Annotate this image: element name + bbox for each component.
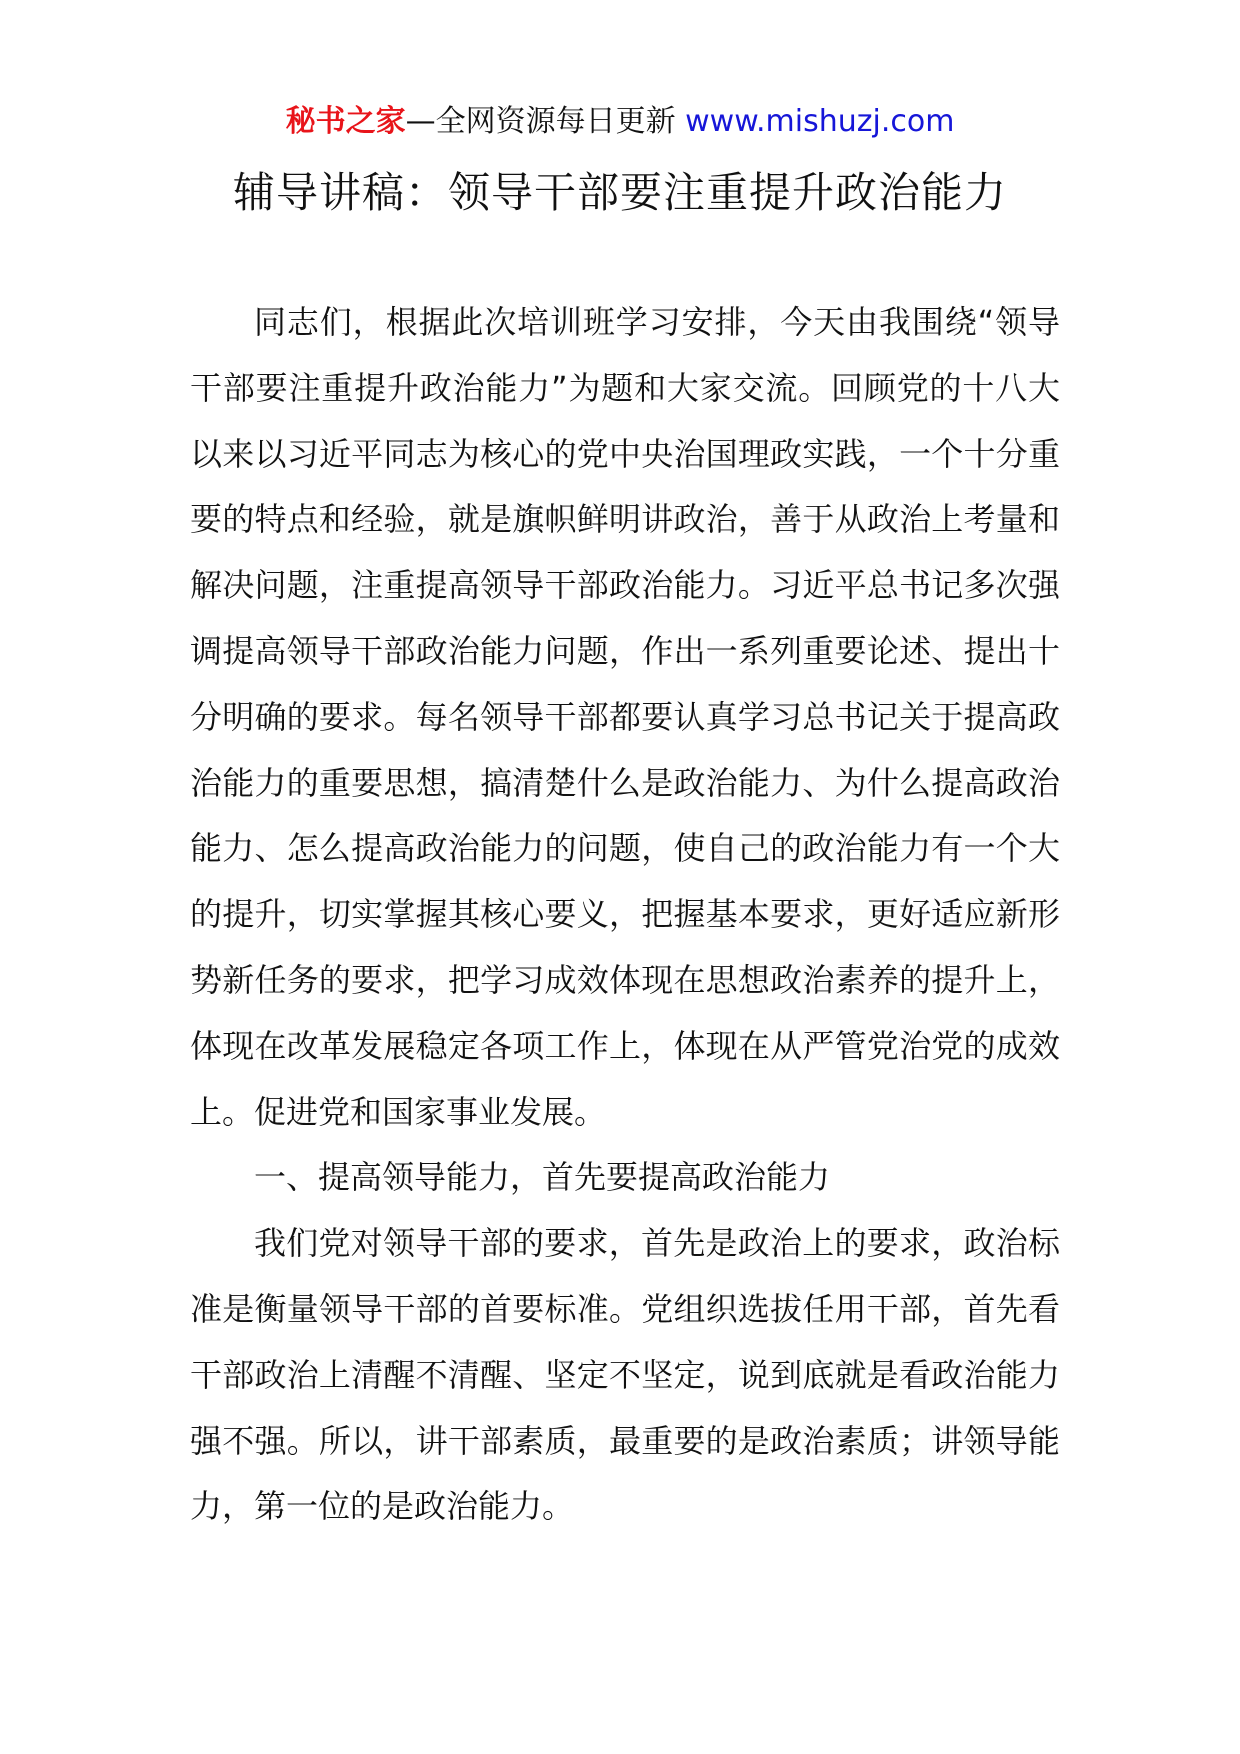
paragraph-section-1: 我们党对领导干部的要求，首先是政治上的要求，政治标准是衡量领导干部的首要标准。党组织选拔任用干部，首先看干部政治上清醒不清醒、坚定不坚定，说到底就是看政治能力强不强。所以，讲干部素质，最重要的是政治素质；讲领导能力，第一位的是政治能力。 (190, 1224, 1060, 1526)
header-tagline: —全网资源每日更新 (405, 104, 686, 139)
brand-name: 秘书之家 (285, 104, 406, 139)
site-url: www.mishuzj.com (685, 104, 955, 139)
paragraph-intro: 同志们，根据此次培训班学习安排，今天由我围绕“领导干部要注重提升政治能力”为题和大家交流。回顾党的十八大以来以习近平同志为核心的党中央治国理政实践，一个十分重要的特点和经验，就是旗帜鲜明讲政治，善于从政治上考量和解决问题，注重提高领导干部政治能力。习近平总书记多次强调提高领导干部政治能力问题，作出一系列重要论述、提出十分明确的要求。每名领导干部都要认真学习总书记关于提高政治能力的重要思想，搞清楚什么是政治能力、为什么提高政治能力、怎么提高政治能力的问题，使自己的政治能力有一个大的提升，切实掌握其核心要义，把握基本要求，更好适应新形势新任务的要求，把学习成效体现在思想政治素养的提升上，体现在改革发展稳定各项工作上，体现在从严管党治党的成效上。促进党和国家事业发展。 (190, 303, 1060, 1131)
document-body (190, 290, 1060, 1540)
watermark-header (0, 100, 1240, 144)
document-title: 辅导讲稿：领导干部要注重提升政治能力 (232, 168, 1007, 217)
section-heading-1: 一、提高领导能力，首先要提高政治能力 (254, 1158, 831, 1197)
